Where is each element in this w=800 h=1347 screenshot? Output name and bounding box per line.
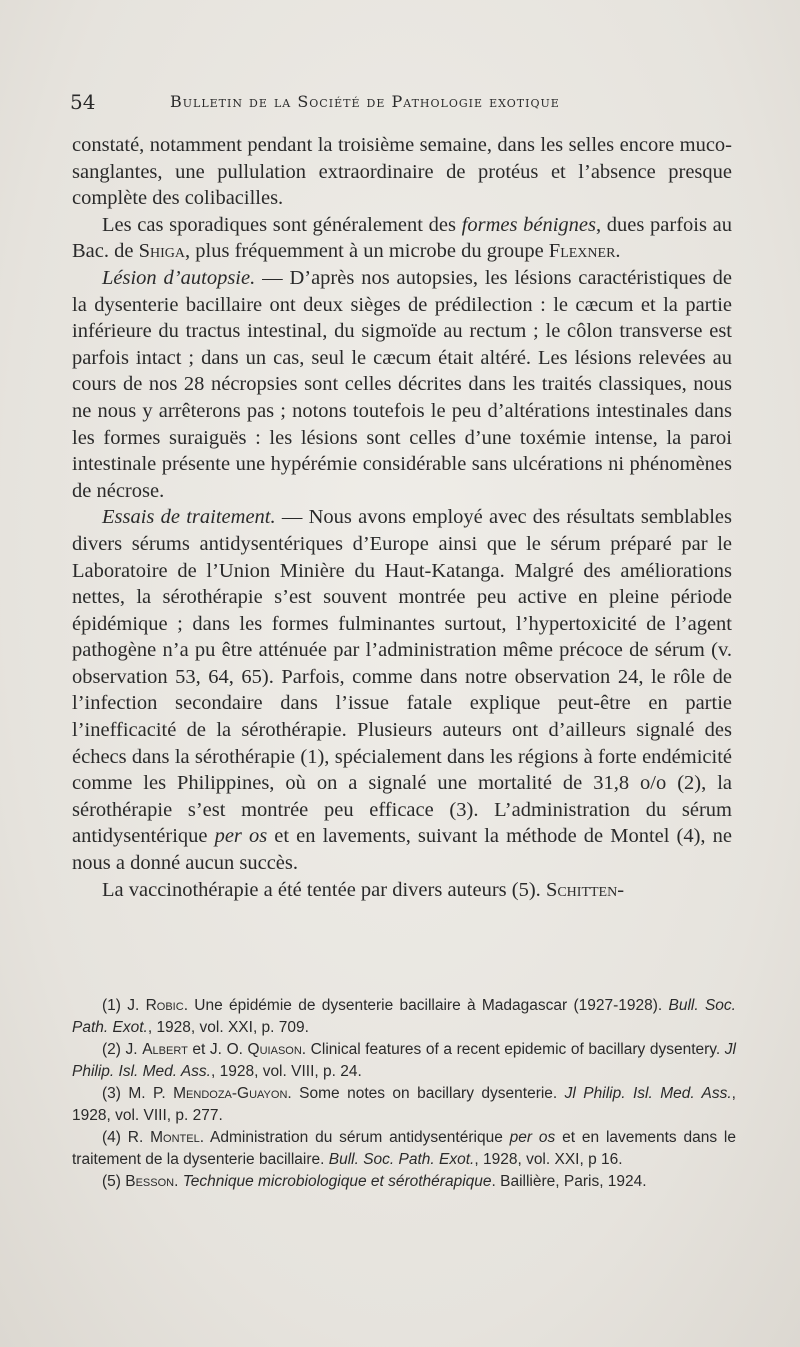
text-run: . Some notes on bacillary dysenterie. xyxy=(287,1085,565,1102)
text-run: . Clinical features of a recent epidemic of bacillary dysentery. xyxy=(301,1041,725,1058)
section-heading: Essais de traitement. xyxy=(102,506,276,529)
text-run: , 1928, vol. XXI, p 16. xyxy=(474,1151,623,1168)
author-name: Quiason xyxy=(247,1041,302,1058)
paragraph-3 xyxy=(72,265,732,504)
text-run: . Baillière, Paris, 1924. xyxy=(491,1173,647,1190)
text-run: — D’après nos autopsies, les lésions caractéristiques de la dysenterie bacillaire ont deux sièges de prédilection : le cæcum et la partie inférieure du tractus intestinal, du sigmoïde au rectum ; le côlon transverse est parfois intact ; dans un cas, seul le cæcum était altéré. Les lésions relevées au cours de nos 28 nécropsies sont celles décrites dans les traités classiques, nous ne nous y arrêterons pas ; notons toutefois le peu d’altérations intestinales dans les formes suraiguës : les lésions sont celles d’une toxémie intense, la paroi intestinale présente une hypérémie considérable sans ulcérations ni phénomènes de nécrose. xyxy=(72,266,732,502)
text-run: Les cas sporadiques sont généralement des xyxy=(102,213,462,236)
journal-title: Bull. Soc. Path. Exot. xyxy=(72,997,736,1036)
page-number: 54 xyxy=(70,90,96,114)
italic-run: per os xyxy=(214,825,268,848)
text-run: (1) J. xyxy=(102,997,146,1014)
footnote-2 xyxy=(72,1039,736,1083)
text-run: et en lavements dans le traitement de la dysenterie bacillaire. xyxy=(72,1129,736,1168)
text-run: et J. O. xyxy=(187,1041,248,1058)
journal-title: Bull. Soc. Path. Exot. xyxy=(328,1151,475,1168)
paragraph-5 xyxy=(72,877,732,904)
italic-run: formes bénignes xyxy=(461,213,596,236)
text-run: . Administration du sérum antidysentérique xyxy=(199,1129,510,1146)
journal-title: Jl Philip. Isl. Med. Ass. xyxy=(72,1041,736,1080)
author-name: Mendoza-Guayon xyxy=(173,1085,288,1102)
footnote-1 xyxy=(72,995,736,1039)
text-run: , 1928, vol. VIII, p. 277. xyxy=(72,1085,736,1124)
journal-title: Jl Philip. Isl. Med. Ass. xyxy=(564,1085,732,1102)
footnote-4 xyxy=(72,1127,736,1171)
paragraph-1: constaté, notamment pendant la troisième semaine, dans les selles encore muco-sanglantes, une pullulation extraordinaire de protéus et l’absence presque complète des colibacilles. xyxy=(72,134,732,210)
book-title: Technique microbiologique et sérothérapique xyxy=(182,1173,492,1190)
footnote-3 xyxy=(72,1083,736,1127)
author-name: Montel xyxy=(150,1129,200,1146)
text-run: (5) xyxy=(102,1173,126,1190)
text-run: (3) M. P. xyxy=(102,1085,174,1102)
author-name: Schitten- xyxy=(545,878,625,901)
text-run: (2) J. xyxy=(102,1041,143,1058)
page-header xyxy=(70,90,740,120)
footnotes xyxy=(72,995,736,1193)
text-run: , 1928, vol. XXI, p. 709. xyxy=(147,1019,309,1036)
author-name: Shiga xyxy=(138,240,186,263)
text-run: et en lavements, suivant la méthode de Montel (4), ne nous a donné aucun succès. xyxy=(72,825,732,875)
footnote-5 xyxy=(72,1171,736,1193)
text-run: , 1928, vol. VIII, p. 24. xyxy=(210,1063,362,1080)
italic-run: per os xyxy=(509,1129,556,1146)
author-name: Flexner xyxy=(548,240,616,263)
text-run: , plus fréquemment à un microbe du groupe xyxy=(185,240,549,263)
text-run: (4) R. xyxy=(102,1129,151,1146)
section-heading: Lésion d’autopsie. xyxy=(102,266,256,289)
text-run: . xyxy=(615,240,621,263)
text-run: . Une épidémie de dysenterie bacillaire à Madagascar (1927-1928). xyxy=(183,997,669,1014)
author-name: Albert xyxy=(142,1041,188,1058)
text-run: . xyxy=(174,1173,183,1190)
author-name: Besson xyxy=(125,1173,175,1190)
paragraph-4 xyxy=(72,504,732,876)
text-run: , dues parfois au Bac. de xyxy=(72,213,732,263)
running-head: Bulletin de la Société de Pathologie exotique xyxy=(170,92,560,111)
text-run: La vaccinothérapie a été tentée par divers auteurs (5). xyxy=(102,878,546,901)
author-name: Robic xyxy=(145,997,184,1014)
body-text xyxy=(72,132,732,903)
paragraph-2 xyxy=(72,212,732,265)
text-run: — Nous avons employé avec des résultats semblables divers sérums antidysentériques d’Europe ainsi que le sérum préparé par le Laboratoire de l’Union Minière du Haut-Katanga. Malgré des améliorations nettes, la sérothérapie s’est souvent montrée peu active en pleine période épidémique ; dans les formes fulminantes surtout, l’hypertoxicité de l’agent pathogène n’a pu être atténuée par l’administration même précoce de sérum (v. observation 53, 64, 65). Parfois, comme dans notre observation 24, le rôle de l’infection secondaire dans l’issue fatale explique peut-être en partie l’inefficacité de la sérothérapie. Plusieurs auteurs ont d’ailleurs signalé des échecs dans la sérothérapie (1), spécialement dans les régions à forte endémicité comme les Philippines, où on a signalé une mortalité de 31,8 o/o (2), la sérothérapie s’est montrée peu efficace (3). L’administration du sérum antidysentérique xyxy=(72,506,733,848)
